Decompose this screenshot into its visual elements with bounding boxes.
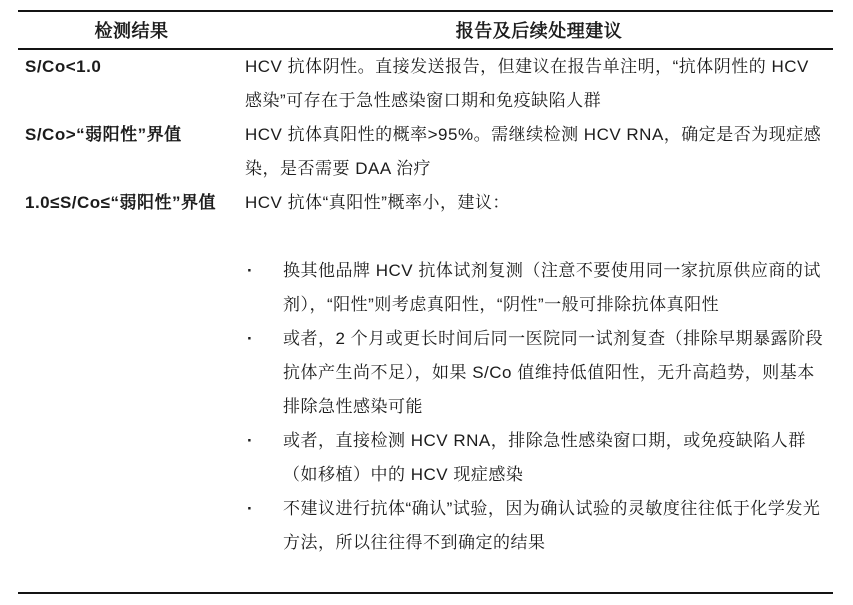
- advice-cell: HCV 抗体真阳性的概率>95%。需继续检测 HCV RNA，确定是否为现症感染，是否需要 DAA 治疗: [245, 125, 822, 178]
- column-header-advice: 报告及后续处理建议: [455, 21, 623, 41]
- list-item: [245, 492, 829, 560]
- table-row: [18, 186, 833, 560]
- advice-intro: HCV 抗体“真阳性”概率小，建议：: [245, 193, 510, 212]
- bullet-icon: ·: [247, 499, 254, 518]
- hcv-interpretation-table: [18, 10, 833, 594]
- table-row: [18, 50, 833, 118]
- list-item-text: 换其他品牌 HCV 抗体试剂复测（注意不要使用同一家抗原供应商的试剂），“阳性”则考虑真阳性，“阴性”一般可排除抗体真阳性: [283, 261, 821, 314]
- bullet-icon: ·: [247, 431, 254, 450]
- list-item: [245, 322, 829, 424]
- recommendation-list: [245, 254, 829, 560]
- list-item-text: 或者，2 个月或更长时间后同一医院同一试剂复查（排除早期暴露阶段抗体产生尚不足），如果 S/Co 值维持低值阳性，无升高趋势，则基本排除急性感染可能: [283, 329, 824, 416]
- column-header-result: 检测结果: [94, 21, 169, 41]
- table-row: [18, 118, 833, 186]
- list-item: [245, 424, 829, 492]
- list-item-text: 或者，直接检测 HCV RNA，排除急性感染窗口期，或免疫缺陷人群（如移植）中的 HCV 现症感染: [283, 431, 806, 484]
- list-item-text: 不建议进行抗体“确认”试验，因为确认试验的灵敏度往往低于化学发光方法，所以往往得不到确定的结果: [283, 499, 821, 552]
- list-item: [245, 254, 829, 322]
- result-cell: 1.0≤S/Co≤“弱阳性”界值: [25, 193, 217, 212]
- table-header-row: [18, 12, 833, 48]
- table-bottom-rule: [18, 592, 833, 594]
- result-cell: S/Co<1.0: [25, 57, 102, 76]
- bullet-icon: ·: [247, 329, 254, 348]
- advice-cell: HCV 抗体阴性。直接发送报告，但建议在报告单注明，“抗体阴性的 HCV 感染”可存在于急性感染窗口期和免疫缺陷人群: [245, 57, 809, 110]
- advice-cell: [245, 186, 833, 560]
- table-body: [18, 50, 833, 592]
- bullet-icon: ·: [247, 261, 254, 280]
- result-cell: S/Co>“弱阳性”界值: [25, 125, 182, 144]
